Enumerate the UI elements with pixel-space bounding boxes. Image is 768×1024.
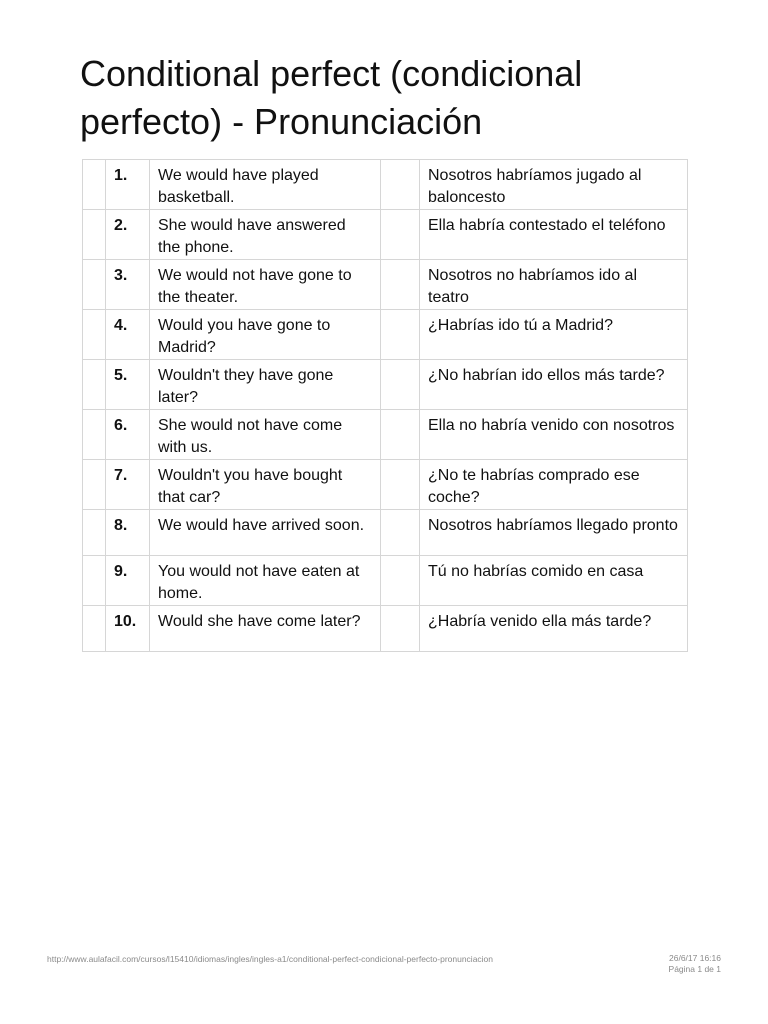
table-row — [83, 160, 688, 210]
blank-cell — [83, 510, 106, 556]
english-phrase: She would not have come with us. — [150, 410, 381, 460]
row-number: 8. — [106, 510, 150, 556]
audio-cell — [381, 210, 420, 260]
blank-cell — [83, 310, 106, 360]
table-row — [83, 410, 688, 460]
blank-cell — [83, 556, 106, 606]
phrase-table-body — [83, 160, 688, 652]
spanish-phrase: Tú no habrías comido en casa — [420, 556, 688, 606]
spanish-phrase: ¿Habrías ido tú a Madrid? — [420, 310, 688, 360]
audio-cell — [381, 260, 420, 310]
english-phrase: Wouldn't you have bought that car? — [150, 460, 381, 510]
spanish-phrase: Nosotros no habríamos ido al teatro — [420, 260, 688, 310]
row-number: 6. — [106, 410, 150, 460]
audio-cell — [381, 410, 420, 460]
blank-cell — [83, 410, 106, 460]
audio-cell — [381, 510, 420, 556]
audio-cell — [381, 556, 420, 606]
table-row — [83, 460, 688, 510]
english-phrase: Would she have come later? — [150, 606, 381, 652]
blank-cell — [83, 260, 106, 310]
footer-date: 26/6/17 16:16 — [669, 953, 721, 963]
table-row — [83, 606, 688, 652]
english-phrase: Wouldn't they have gone later? — [150, 360, 381, 410]
spanish-phrase: ¿Habría venido ella más tarde? — [420, 606, 688, 652]
english-phrase: Would you have gone to Madrid? — [150, 310, 381, 360]
blank-cell — [83, 160, 106, 210]
blank-cell — [83, 210, 106, 260]
english-phrase: We would not have gone to the theater. — [150, 260, 381, 310]
audio-cell — [381, 160, 420, 210]
audio-cell — [381, 310, 420, 360]
spanish-phrase: ¿No te habrías comprado ese coche? — [420, 460, 688, 510]
spanish-phrase: Nosotros habríamos llegado pronto — [420, 510, 688, 556]
table-row — [83, 260, 688, 310]
audio-cell — [381, 360, 420, 410]
audio-cell — [381, 606, 420, 652]
english-phrase: We would have played basketball. — [150, 160, 381, 210]
table-row — [83, 310, 688, 360]
phrase-table — [82, 159, 688, 652]
footer-url: http://www.aulafacil.com/cursos/l15410/idiomas/ingles/ingles-a1/conditional-perfect-condicional-perfecto-pronunciacion — [47, 954, 494, 964]
spanish-phrase: Nosotros habríamos jugado al baloncesto — [420, 160, 688, 210]
row-number: 3. — [106, 260, 150, 310]
row-number: 7. — [106, 460, 150, 510]
english-phrase: She would have answered the phone. — [150, 210, 381, 260]
spanish-phrase: Ella habría contestado el teléfono — [420, 210, 688, 260]
table-row — [83, 210, 688, 260]
blank-cell — [83, 460, 106, 510]
spanish-phrase: Ella no habría venido con nosotros — [420, 410, 688, 460]
english-phrase: We would have arrived soon. — [150, 510, 381, 556]
page-title: Conditional perfect (condicional perfecto) - Pronunciación — [80, 53, 583, 142]
row-number: 9. — [106, 556, 150, 606]
footer-meta — [669, 953, 721, 975]
footer-page-number: Página 1 de 1 — [668, 964, 721, 974]
spanish-phrase: ¿No habrían ido ellos más tarde? — [420, 360, 688, 410]
table-row — [83, 510, 688, 556]
blank-cell — [83, 606, 106, 652]
table-row — [83, 556, 688, 606]
audio-cell — [381, 460, 420, 510]
english-phrase: You would not have eaten at home. — [150, 556, 381, 606]
row-number: 5. — [106, 360, 150, 410]
table-row — [83, 360, 688, 410]
row-number: 4. — [106, 310, 150, 360]
blank-cell — [83, 360, 106, 410]
row-number: 10. — [106, 606, 150, 652]
row-number: 2. — [106, 210, 150, 260]
row-number: 1. — [106, 160, 150, 210]
